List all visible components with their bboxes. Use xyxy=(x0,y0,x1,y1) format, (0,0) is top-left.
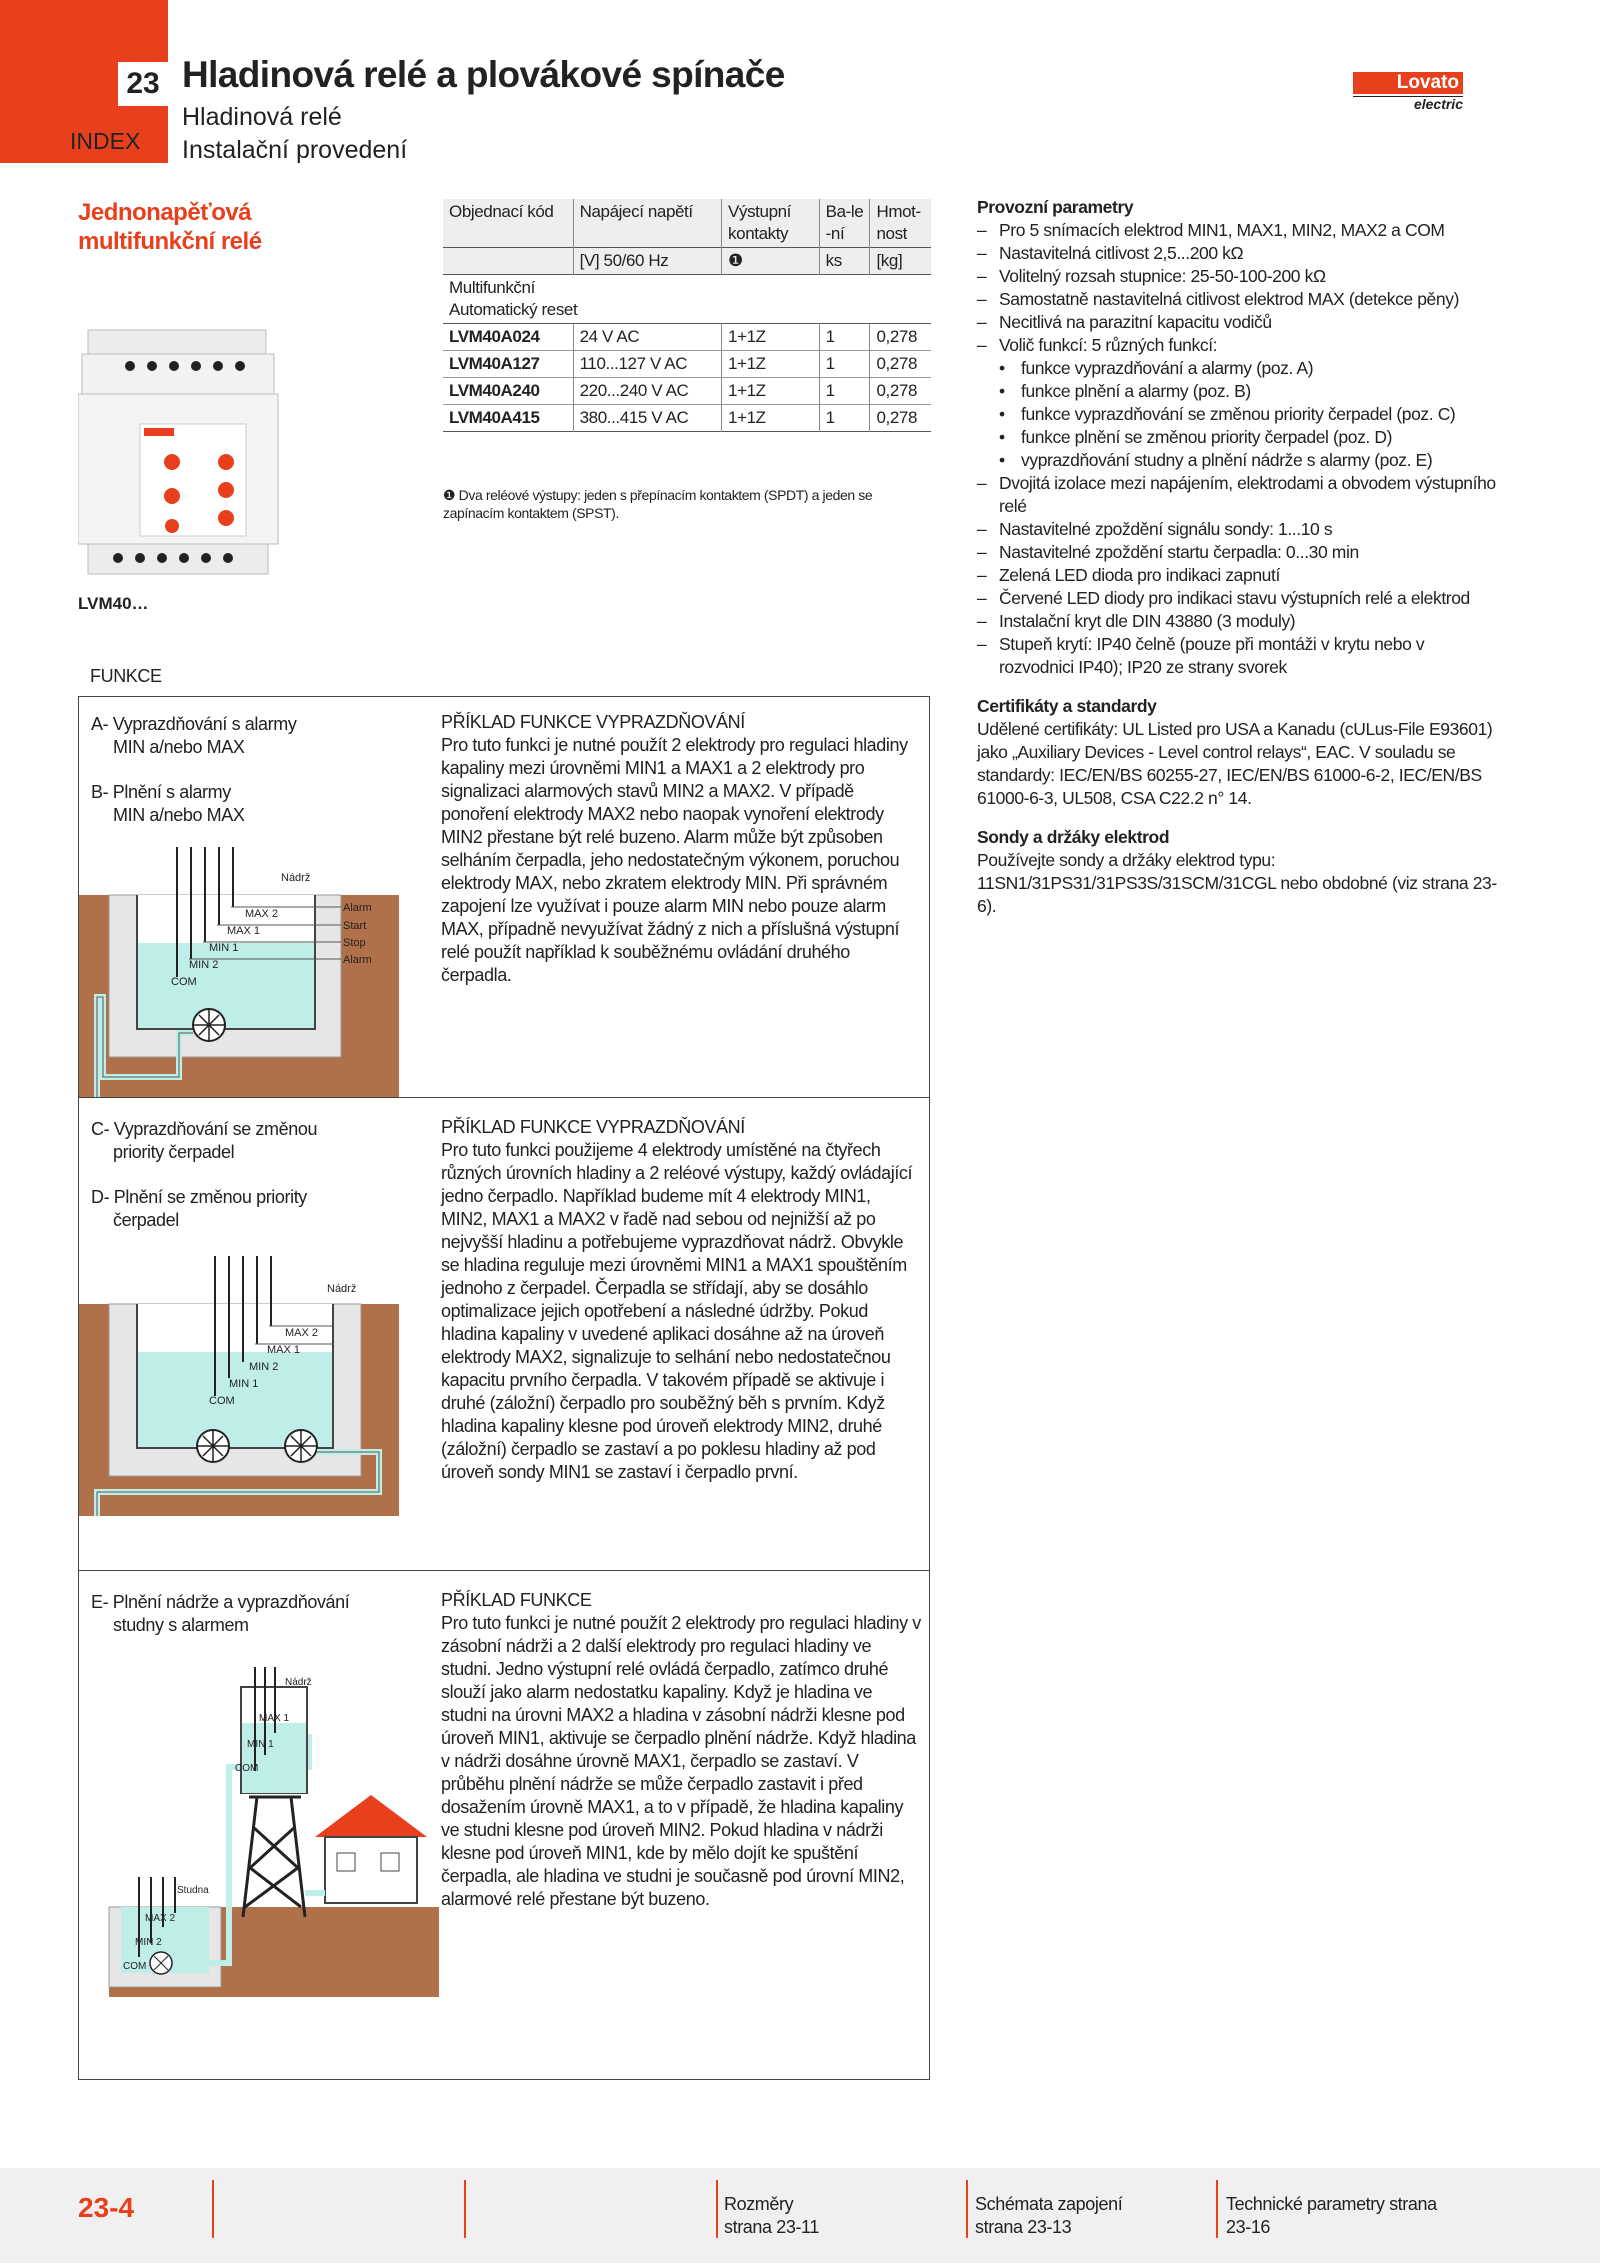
list-item: – Volitelný rozsah stupnice: 25-50-100-200 kΩ xyxy=(977,266,1326,286)
product-title-line1: Jednonapěťová xyxy=(78,199,252,226)
list-item: • funkce vyprazdňování a alarmy (poz. A) xyxy=(999,358,1314,378)
diag-label: Stop xyxy=(343,937,366,949)
table-units-row xyxy=(443,248,931,275)
page-title: Hladinová relé a plovákové spínače xyxy=(182,54,785,95)
cert-text: Udělené certifikáty: UL Listed pro USA a Kanadu (cULus-File E93601) jako „Auxiliary Devices - Level control relays“, EAC. V souladu se standardy: IEC/EN/BS 60255-27, IEC/EN/BS 61000-6-2, IEC/EN/BS 61000-6-3, UL508, CSA C22.2 n° 14. xyxy=(977,719,1493,808)
table-row xyxy=(443,324,931,351)
order-table xyxy=(443,199,931,432)
row-contacts: 1+1Z xyxy=(722,378,820,405)
product-title-line2: multifunkční relé xyxy=(78,228,262,255)
row-weight: 0,278 xyxy=(876,408,918,427)
diag-label: COM xyxy=(209,1395,235,1407)
col-header-pack: Ba-le-ní xyxy=(819,199,870,248)
diag-label: MIN 1 xyxy=(209,942,239,954)
description-text: Pro tuto funkci je nutné použít 2 elektrody pro regulaci hladiny kapaliny mezi úrovněmi MIN1 a MAX1 a 2 elektrody pro signalizaci alarmových stavů MIN2 a MAX2. V případě ponoření elektrody MAX2 nebo naopak vynoření elektrody MIN2 přestane být relé buzeno. Alarm může být způsoben selháním čerpadla, jeho nedostatečným výkonem, poruchou elektrody MAX, nebo zkratem elektrody MIN. Při správném zapojení lze využívat i pouze alarm MIN nebo pouze alarm MAX, případně nevyužívat žádný z nich a příslušná výstupní relé použít například k souběžnému ovládání druhého čerpadla. xyxy=(441,735,908,985)
row-voltage: 380...415 V AC xyxy=(573,405,721,432)
list-item: – Nastavitelná citlivost 2,5...200 kΩ xyxy=(977,243,1244,263)
chapter-number: 23 xyxy=(118,62,168,106)
unit-code xyxy=(443,248,573,275)
row-weight: 0,278 xyxy=(876,381,918,400)
list-item: – Samostatně nastavitelná citlivost elektrod MAX (detekce pěny) xyxy=(977,289,1460,309)
diag-label: Alarm xyxy=(343,954,372,966)
product-label: LVM40… xyxy=(78,594,149,613)
label-b2: MIN a/nebo MAX xyxy=(113,805,245,825)
function-labels xyxy=(91,1591,411,1637)
table-group-row xyxy=(443,275,931,300)
diag-label: COM xyxy=(123,1961,147,1972)
row-contacts: 1+1Z xyxy=(722,351,820,378)
footnote-mark: ❶ xyxy=(443,487,456,503)
page-number: 23-4 xyxy=(78,2192,135,2223)
tank-diagram-cd xyxy=(79,1256,399,1516)
diag-label: MIN 1 xyxy=(229,1378,259,1390)
lovato-logo xyxy=(1353,72,1463,112)
label-e: E- Plnění nádrže a vyprazdňování xyxy=(91,1592,350,1612)
relay-device-image xyxy=(78,320,288,580)
table-row xyxy=(443,405,931,432)
function-section-e xyxy=(78,1570,930,2080)
function-description xyxy=(441,1589,921,1911)
description-text: Pro tuto funkci je nutné použít 2 elektrody pro regulaci hladiny v zásobní nádrži a 2 další elektrody pro regulaci hladiny ve studni. Jedno výstupní relé ovládá čerpadlo, zatímco druhé slouží jako alarm nedostatku kapaliny. Když je hladina ve studni na úrovni MAX2 a hladina v zásobní nádrži klesne pod úroveň MIN1, aktivuje se čerpadlo plnění nádrže. Když hladina v nádrži dosáhne úrovně MAX1, čerpadlo se zastaví. V průběhu plnění nádrže se může čerpadlo zastavit i před dosažením úrovně MAX1, a to v případě, že hladina kapaliny ve studni klesne pod úroveň MIN2. Pokud hladina v nádrži klesne pod úroveň MIN1, kde by mělo dojít ke spuštění čerpadla, ale hladina ve studni je současně pod úrovní MIN2, alarmové relé přestane být buzeno. xyxy=(441,1613,921,1909)
table-header-row xyxy=(443,199,931,248)
row-code: LVM40A240 xyxy=(443,378,573,405)
row-voltage: 110...127 V AC xyxy=(573,351,721,378)
footer-link-dimensions[interactable]: Rozměry strana 23-11 xyxy=(724,2194,819,2237)
list-item: – Stupeň krytí: IP40 čelně (pouze při montáži v krytu nebo v rozvodnici IP40); IP20 ze strany svorek xyxy=(977,634,1425,677)
diag-label: MAX 2 xyxy=(145,1913,176,1924)
list-item: – Nastavitelné zpoždění signálu sondy: 1...10 s xyxy=(977,519,1333,539)
table-group-row xyxy=(443,299,931,324)
index-link[interactable]: INDEX xyxy=(70,128,141,154)
col-header-voltage: Napájecí napětí xyxy=(573,199,721,248)
diag-label: Nádrž xyxy=(327,1283,357,1295)
row-contacts: 1+1Z xyxy=(722,405,820,432)
footer-divider xyxy=(1216,2180,1218,2238)
label-c2: priority čerpadel xyxy=(113,1142,235,1162)
function-section-cd xyxy=(78,1097,930,1571)
description-title: PŘÍKLAD FUNKCE VYPRAZDŇOVÁNÍ xyxy=(441,712,745,732)
row-weight: 0,278 xyxy=(876,327,918,346)
col-header-contacts: Výstupní kontakty xyxy=(722,199,820,248)
footer-link-wiring[interactable]: Schémata zapojení strana 23-13 xyxy=(975,2194,1123,2237)
row-pack: 1 xyxy=(819,405,870,432)
diag-label: MAX 2 xyxy=(245,908,279,920)
diag-label: COM xyxy=(171,976,197,988)
params-heading: Provozní parametry xyxy=(977,197,1134,217)
label-e2: studny s alarmem xyxy=(113,1615,249,1635)
diag-label: MAX 1 xyxy=(267,1344,301,1356)
description-title: PŘÍKLAD FUNKCE VYPRAZDŇOVÁNÍ xyxy=(441,1117,745,1137)
funkce-heading: FUNKCE xyxy=(90,666,162,686)
row-pack: 1 xyxy=(819,324,870,351)
diag-label: Alarm xyxy=(343,902,372,914)
logo-brand: Lovato xyxy=(1353,72,1463,94)
list-item: • funkce vyprazdňování se změnou priority čerpadel (poz. C) xyxy=(999,404,1456,424)
list-item: – Volič funkcí: 5 různých funkcí: xyxy=(977,335,1218,355)
group-label-2: Automatický reset xyxy=(449,300,578,319)
list-item: – Nastavitelné zpoždění startu čerpadla: 0...30 min xyxy=(977,542,1359,562)
footnote-text: Dva reléové výstupy: jeden s přepínacím kontaktem (SPDT) a jeden se zapínacím kontaktem (SPST). xyxy=(443,487,873,521)
diag-label: Nádrž xyxy=(285,1677,312,1688)
unit-contacts: ❶ xyxy=(722,248,820,275)
function-section-ab xyxy=(78,696,930,1098)
diag-label: MAX 2 xyxy=(285,1327,319,1339)
logo-sub: electric xyxy=(1353,96,1463,111)
row-code: LVM40A127 xyxy=(443,351,573,378)
list-item: • funkce plnění a alarmy (poz. B) xyxy=(999,381,1251,401)
description-title: PŘÍKLAD FUNKCE xyxy=(441,1590,592,1610)
diag-label: MIN 2 xyxy=(249,1361,279,1373)
label-a2: MIN a/nebo MAX xyxy=(113,737,245,757)
list-item: – Necitlivá na parazitní kapacitu vodičů xyxy=(977,312,1272,332)
unit-weight: [kg] xyxy=(876,251,903,270)
list-item: – Instalační kryt dle DIN 43880 (3 moduly) xyxy=(977,611,1296,631)
diag-label: COM xyxy=(235,1763,259,1774)
row-voltage: 220...240 V AC xyxy=(573,378,721,405)
label-c: C- Vyprazdňování se změnou xyxy=(91,1119,318,1139)
row-contacts: 1+1Z xyxy=(722,324,820,351)
table-row xyxy=(443,378,931,405)
list-item: – Dvojitá izolace mezi napájením, elektrodami a obvodem výstupního relé xyxy=(977,473,1496,516)
table-row xyxy=(443,351,931,378)
parameters-column xyxy=(977,196,1497,918)
col-header-weight: Hmot-nost xyxy=(876,202,921,243)
col-header-code: Objednací kód xyxy=(443,199,573,248)
product-title xyxy=(78,198,262,256)
diag-label: Nádrž xyxy=(281,872,311,884)
label-a: A- Vyprazdňování s alarmy xyxy=(91,714,297,734)
table-footnote xyxy=(443,486,923,522)
list-item: – Pro 5 snímacích elektrod MIN1, MAX1, MIN2, MAX2 a COM xyxy=(977,220,1445,240)
diag-label: MAX 1 xyxy=(227,925,261,937)
row-code: LVM40A024 xyxy=(443,324,573,351)
probe-text: Používejte sondy a držáky elektrod typu: 11SN1/31PS31/31PS3S/31SCM/31CGL nebo obdobné (viz strana 23-6). xyxy=(977,850,1497,916)
description-text: Pro tuto funkci použijeme 4 elektrody umístěné na čtyřech různých úrovních hladiny a 2 reléové výstupy, každý ovládající jedno čerpadlo. Například budeme mít 4 elektrody MIN1, MIN2, MAX1 a MAX2 v řadě nad sebou od nejnižší až po nejvyšší hladinu a potřebujeme vyprazdňovat nádrž. Obvykle se hladina reguluje mezi úrovněmi MIN1 a MAX1 spouštěním jednoho z čerpadel. Čerpadla se střídají, aby se dosáhlo optimalizace jejich opotřebení a následné údržby. Pokud hladina kapaliny v uvedené aplikaci dosáhne až na úroveň elektrody MAX2, signalizuje to selhání nebo nedostatečnou kapacitu prvního čerpadla. V takovém případě se aktivuje i druhé (záložní) čerpadlo pro souběžný běh s prvním. Když hladina kapaliny klesne pod úroveň elektrody MIN2, druhé (záložní) čerpadlo se zastaví a po poklesu hladiny až pod úroveň sondy MIN1 se zastaví i čerpadlo první. xyxy=(441,1140,913,1482)
list-item: • vyprazdňování studny a plnění nádrže s alarmy (poz. E) xyxy=(999,450,1433,470)
label-b: B- Plnění s alarmy xyxy=(91,782,231,802)
diag-label: Start xyxy=(343,920,367,932)
function-labels xyxy=(91,713,391,827)
function-description xyxy=(441,711,921,987)
tank-diagram-ab xyxy=(79,847,399,1097)
row-code: LVM40A415 xyxy=(443,405,573,432)
footer-divider xyxy=(212,2180,214,2238)
unit-voltage: [V] 50/60 Hz xyxy=(573,248,721,275)
diag-label: MIN 2 xyxy=(135,1937,162,1948)
well-tank-diagram xyxy=(79,1667,439,1997)
diag-label: MIN 2 xyxy=(189,959,219,971)
list-item: – Červené LED diody pro indikaci stavu výstupních relé a elektrod xyxy=(977,588,1470,608)
list-item: – Zelená LED dioda pro indikaci zapnutí xyxy=(977,565,1280,585)
page-subtitle: Hladinová relé xyxy=(182,103,342,131)
footer-divider xyxy=(966,2180,968,2238)
label-d2: čerpadel xyxy=(113,1210,179,1230)
footer-divider xyxy=(464,2180,466,2238)
row-voltage: 24 V AC xyxy=(573,324,721,351)
group-label-1: Multifunkční xyxy=(449,278,535,297)
function-description xyxy=(441,1116,921,1484)
footer-divider xyxy=(716,2180,718,2238)
diag-label: MAX 1 xyxy=(259,1713,290,1724)
label-d: D- Plnění se změnou priority xyxy=(91,1187,307,1207)
unit-pack: ks xyxy=(819,248,870,275)
probe-heading: Sondy a držáky elektrod xyxy=(977,827,1170,847)
row-weight: 0,278 xyxy=(876,354,918,373)
row-pack: 1 xyxy=(819,378,870,405)
params-list xyxy=(977,219,1497,679)
cert-heading: Certifikáty a standardy xyxy=(977,696,1157,716)
footer-link-technical[interactable]: Technické parametry strana 23-16 xyxy=(1226,2194,1437,2237)
diag-label: Studna xyxy=(177,1885,209,1896)
row-pack: 1 xyxy=(819,351,870,378)
diag-label: MIN 1 xyxy=(247,1739,274,1750)
function-labels xyxy=(91,1118,391,1232)
page-subtitle-2: Instalační provedení xyxy=(182,136,408,164)
list-item: • funkce plnění se změnou priority čerpadel (poz. D) xyxy=(999,427,1393,447)
